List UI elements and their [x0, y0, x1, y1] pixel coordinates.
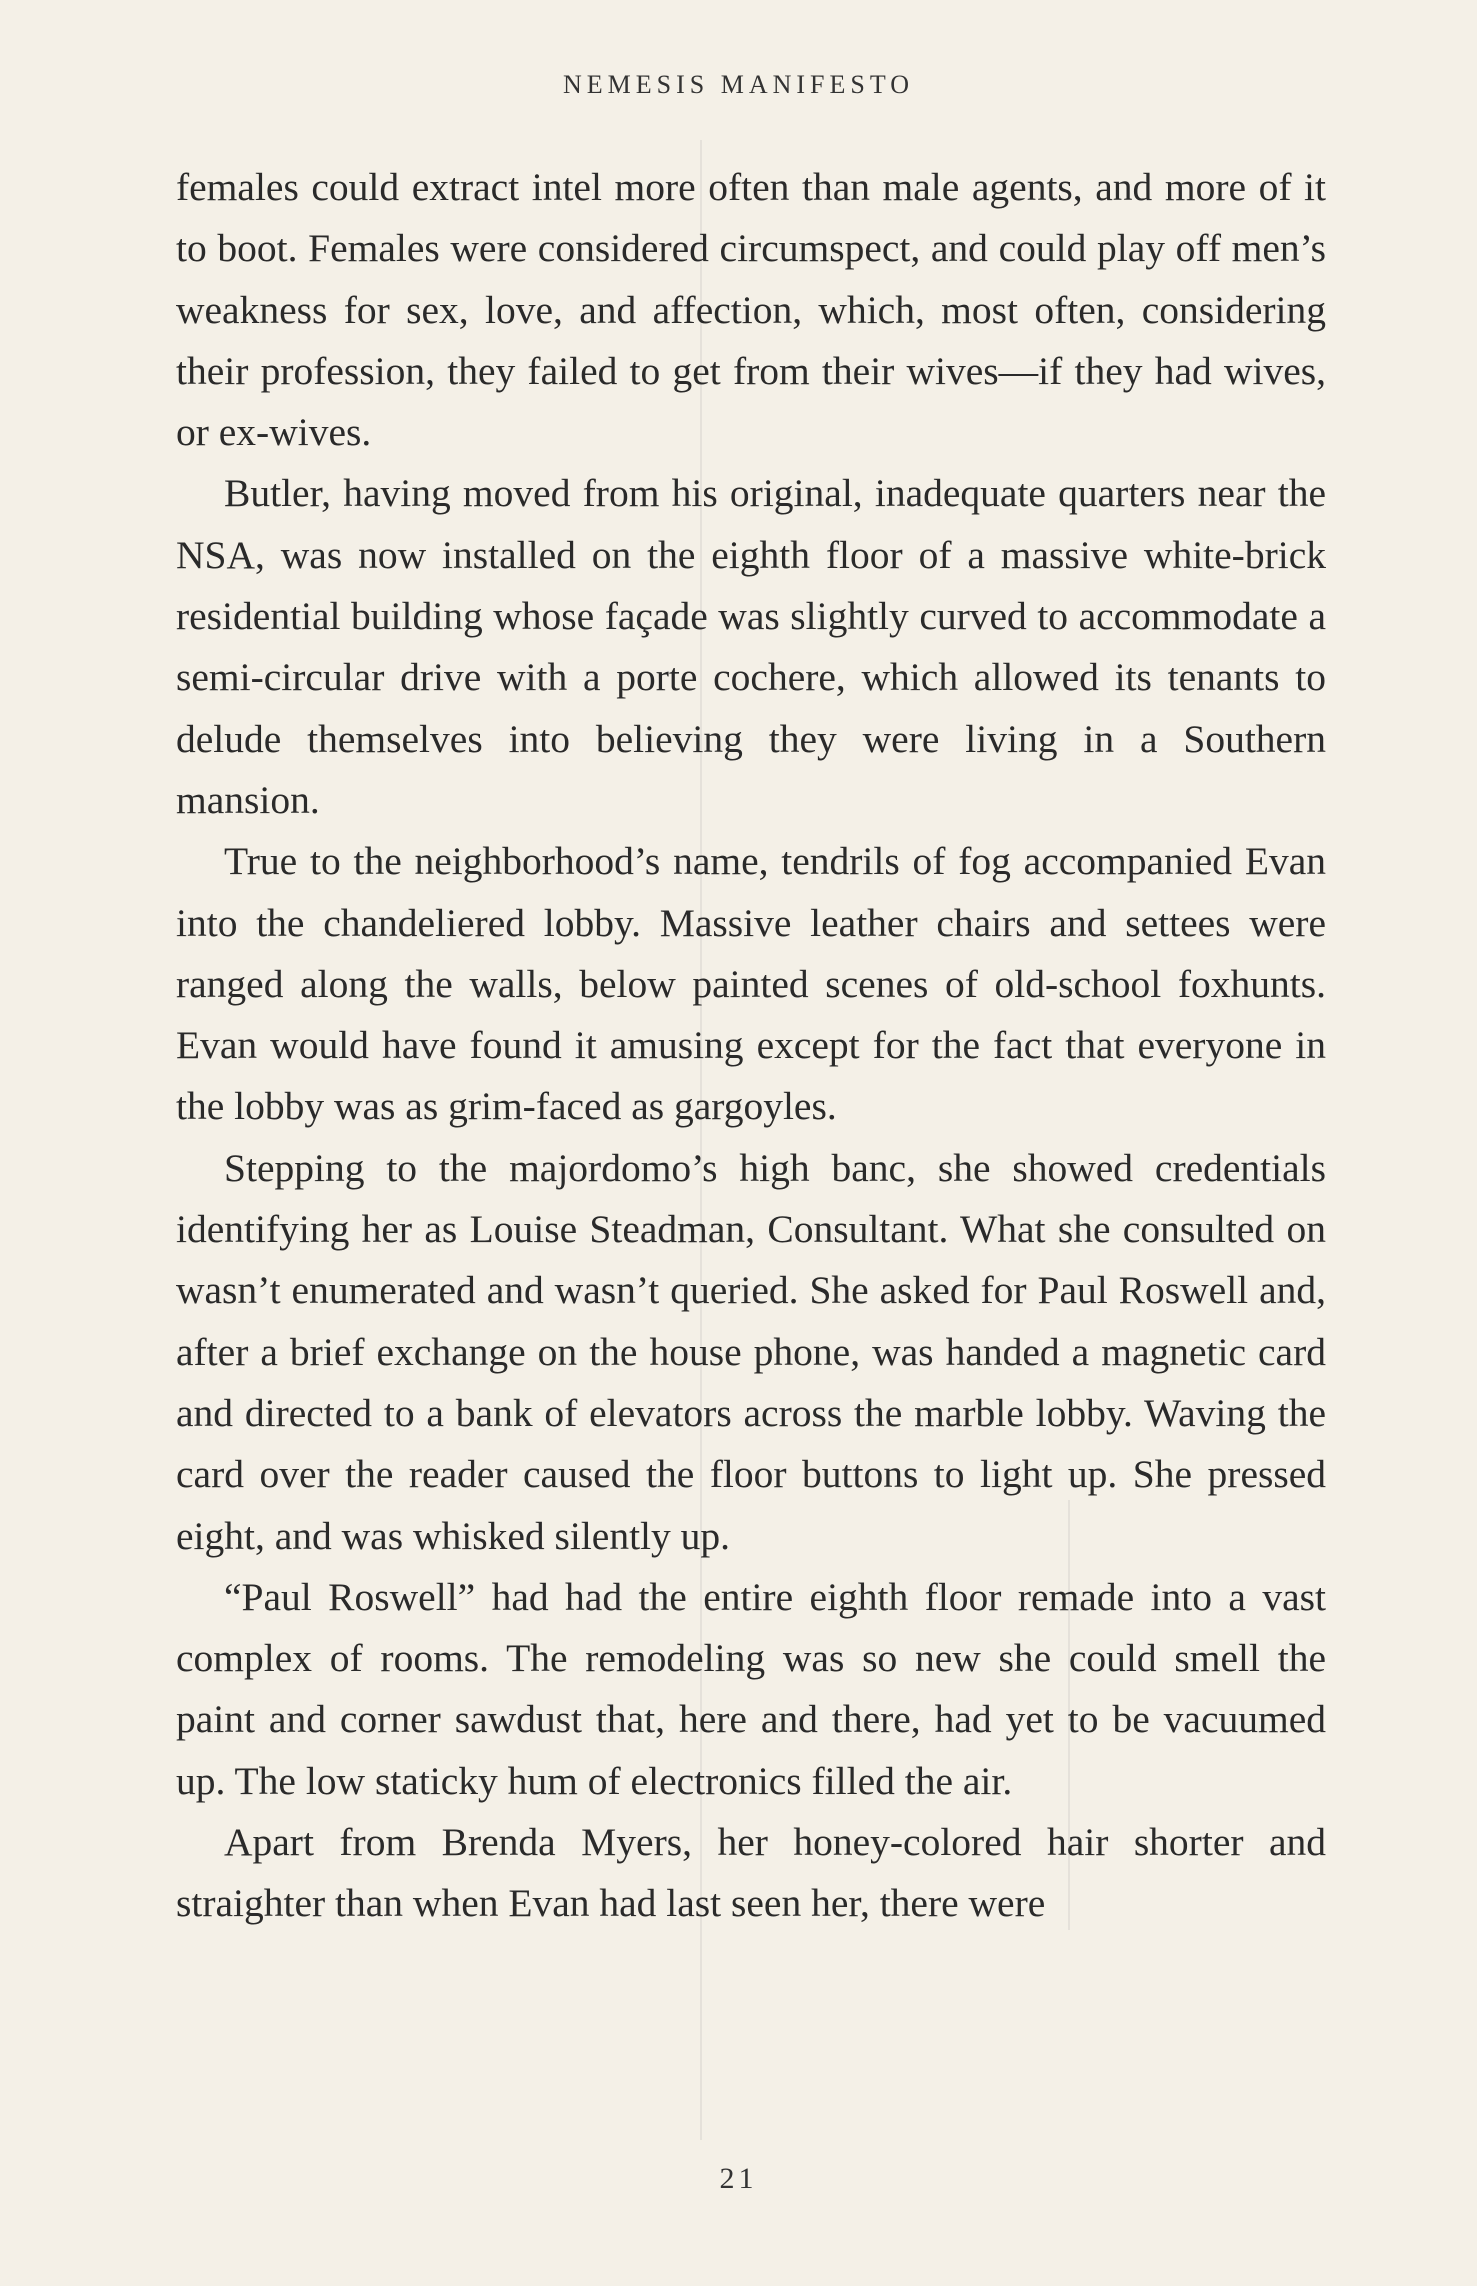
paragraph: Stepping to the majordomo’s high banc, she showed credentials identifying her as Louise Steadman, Consultant. What she consulted on wasn’t enumerated and wasn’t queried. She asked for Paul Roswell and, after a brief exchange on the house phone, was handed a magnetic card and directed to a bank of elevators across the marble lobby. Waving the card over the reader caused the floor buttons to light up. She pressed eight, and was whisked silently up.: [176, 1145, 1326, 1558]
running-head: NEMESIS MANIFESTO: [562, 70, 915, 99]
paragraph: Butler, having moved from his original, inadequate quarters near the NSA, was now installed on the eighth floor of a massive white-brick residential building whose façade was slightly curved to accommodate a semi-circular drive with a porte cochere, which allowed its tenants to delude themselves into believing they were living in a Southern mansion.: [176, 471, 1326, 822]
paragraph: “Paul Roswell” had had the entire eighth floor remade into a vast complex of rooms. The remodeling was so new she could smell the paint and corner sawdust that, here and there, had yet to be vacuumed up. The low staticky hum of electronics filled the air.: [176, 1574, 1326, 1803]
page-number: 21: [719, 2162, 758, 2195]
paragraph: True to the neighborhood’s name, tendrils of fog accompanied Evan into the chandeliered lobby. Massive leather chairs and settees were ranged along the walls, below painted scenes of old-school foxhunts. Evan would have found it amusing except for the fact that everyone in the lobby was as grim-faced as gargoyles.: [176, 839, 1326, 1129]
paragraph: females could extract intel more often than male agents, and more of it to boot. Females were considered circumspect, and could play off men’s weakness for sex, love, and affection, which, most often, considering their profession, they failed to get from their wives—if they had wives, or ex-wives.: [176, 165, 1326, 455]
body-text: [176, 157, 1326, 1935]
paragraph: Apart from Brenda Myers, her honey-colored hair shorter and straighter than when Evan had last seen her, there were: [176, 1820, 1326, 1926]
